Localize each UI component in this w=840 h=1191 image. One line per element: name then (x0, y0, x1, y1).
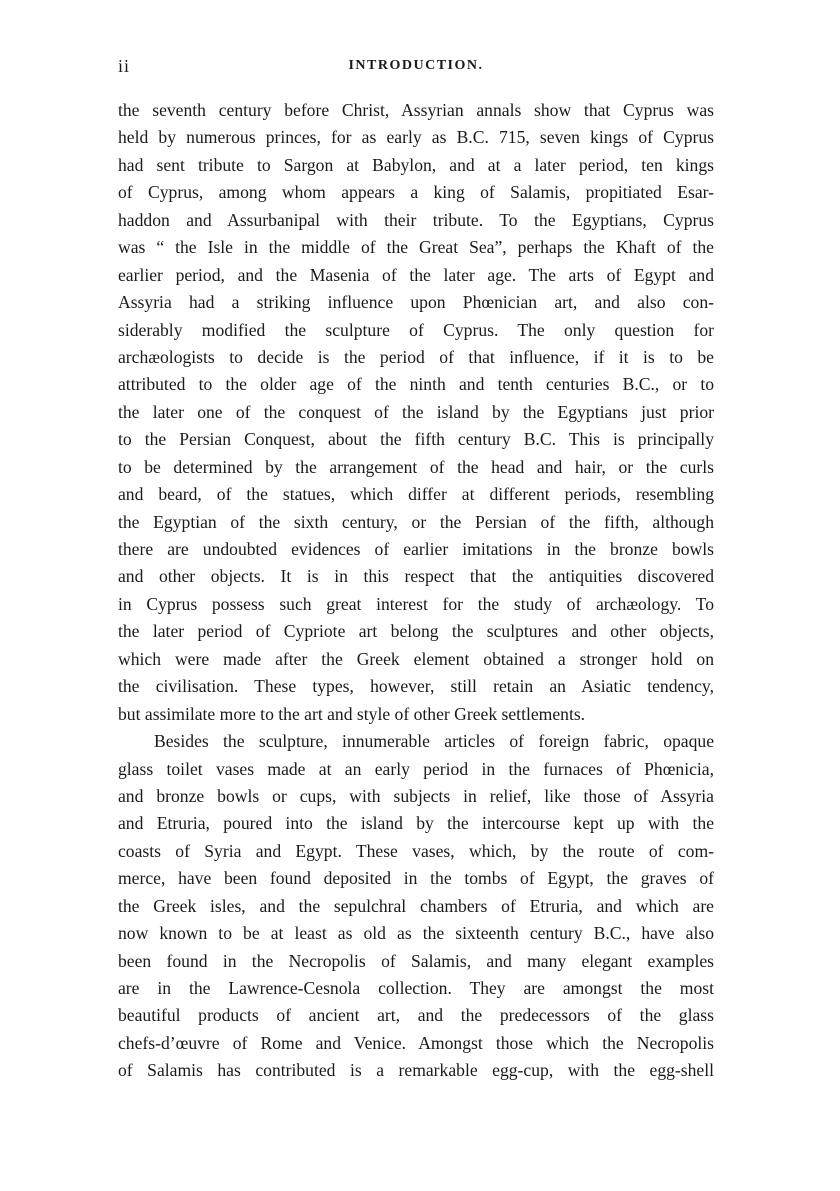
text-line: earlier period, and the Masenia of the later age. The arts of Egypt and (118, 264, 714, 285)
text-line: but assimilate more to the art and style of other Greek settlements. (118, 703, 586, 724)
text-line: to be determined by the arrangement of the head and hair, or the curls (118, 456, 714, 477)
text-line: the civilisation. These types, however, still retain an Asiatic tendency, (118, 676, 714, 697)
text-line: and beard, of the statues, which differ at different periods, resembling (118, 484, 714, 505)
text-line: chefs-d’œuvre of Rome and Venice. Amongst those which the Necropolis (118, 1032, 714, 1053)
text-line: attributed to the older age of the ninth and tenth centuries B.C., or to (118, 374, 714, 395)
text-line: archæologists to decide is the period of that influence, if it is to be (118, 346, 714, 367)
text-line: of Salamis has contributed is a remarkable egg-cup, with the egg-shell (118, 1060, 714, 1081)
text-line: been found in the Necropolis of Salamis, and many elegant examples (118, 950, 714, 971)
text-line: the seventh century before Christ, Assyrian annals show that Cyprus was (118, 100, 714, 120)
text-line: coasts of Syria and Egypt. These vases, which, by the route of com- (118, 840, 714, 861)
text-line: had sent tribute to Sargon at Babylon, and at a later period, ten kings (118, 154, 714, 175)
text-line: was “ the Isle in the middle of the Great Sea”, perhaps the Khaft of the (118, 237, 714, 258)
text-line: the later one of the conquest of the island by the Egyptians just prior (118, 401, 714, 422)
text-line: to the Persian Conquest, about the fifth century B.C. This is principally (118, 429, 714, 450)
text-line: the Egyptian of the sixth century, or the Persian of the fifth, although (118, 511, 714, 532)
text-line: Besides the sculpture, innumerable articles of foreign fabric, opaque (154, 731, 714, 752)
text-line: and other objects. It is in this respect that the antiquities discovered (118, 566, 714, 587)
paragraph-1 (118, 97, 714, 728)
page-number: ii (118, 56, 131, 76)
text-line: held by numerous princes, for as early as B.C. 715, seven kings of Cyprus (118, 127, 714, 148)
text-line: glass toilet vases made at an early period in the furnaces of Phœnicia, (118, 758, 714, 779)
text-line: haddon and Assurbanipal with their tribute. To the Egyptians, Cyprus (118, 209, 714, 230)
text-line: beautiful products of ancient art, and the predecessors of the glass (118, 1005, 714, 1026)
text-line: are in the Lawrence-Cesnola collection. They are amongst the most (118, 978, 714, 998)
text-line: there are undoubted evidences of earlier imitations in the bronze bowls (118, 539, 714, 559)
text-line: and Etruria, poured into the island by the intercourse kept up with the (118, 813, 714, 834)
text-line: merce, have been found deposited in the tombs of Egypt, the graves of (118, 868, 714, 889)
text-line: of Cyprus, among whom appears a king of Salamis, propitiated Esar- (118, 182, 714, 203)
text-line: siderably modified the sculpture of Cyprus. The only question for (118, 319, 714, 340)
text-line: now known to be at least as old as the sixteenth century B.C., have also (118, 923, 714, 944)
text-line: in Cyprus possess such great interest for the study of archæology. To (118, 593, 714, 614)
text-line: the Greek isles, and the sepulchral chambers of Etruria, and which are (118, 895, 714, 916)
text-line: which were made after the Greek element obtained a stronger hold on (118, 648, 714, 669)
page-header (118, 50, 714, 80)
body-text (118, 97, 714, 1085)
text-line: and bronze bowls or cups, with subjects in relief, like those of Assyria (118, 785, 714, 806)
running-head: INTRODUCTION. (348, 58, 484, 73)
paragraph-2 (118, 728, 714, 1085)
text-line: the later period of Cypriote art belong the sculptures and other objects, (118, 621, 714, 642)
text-line: Assyria had a striking influence upon Phœnician art, and also con- (118, 292, 714, 313)
